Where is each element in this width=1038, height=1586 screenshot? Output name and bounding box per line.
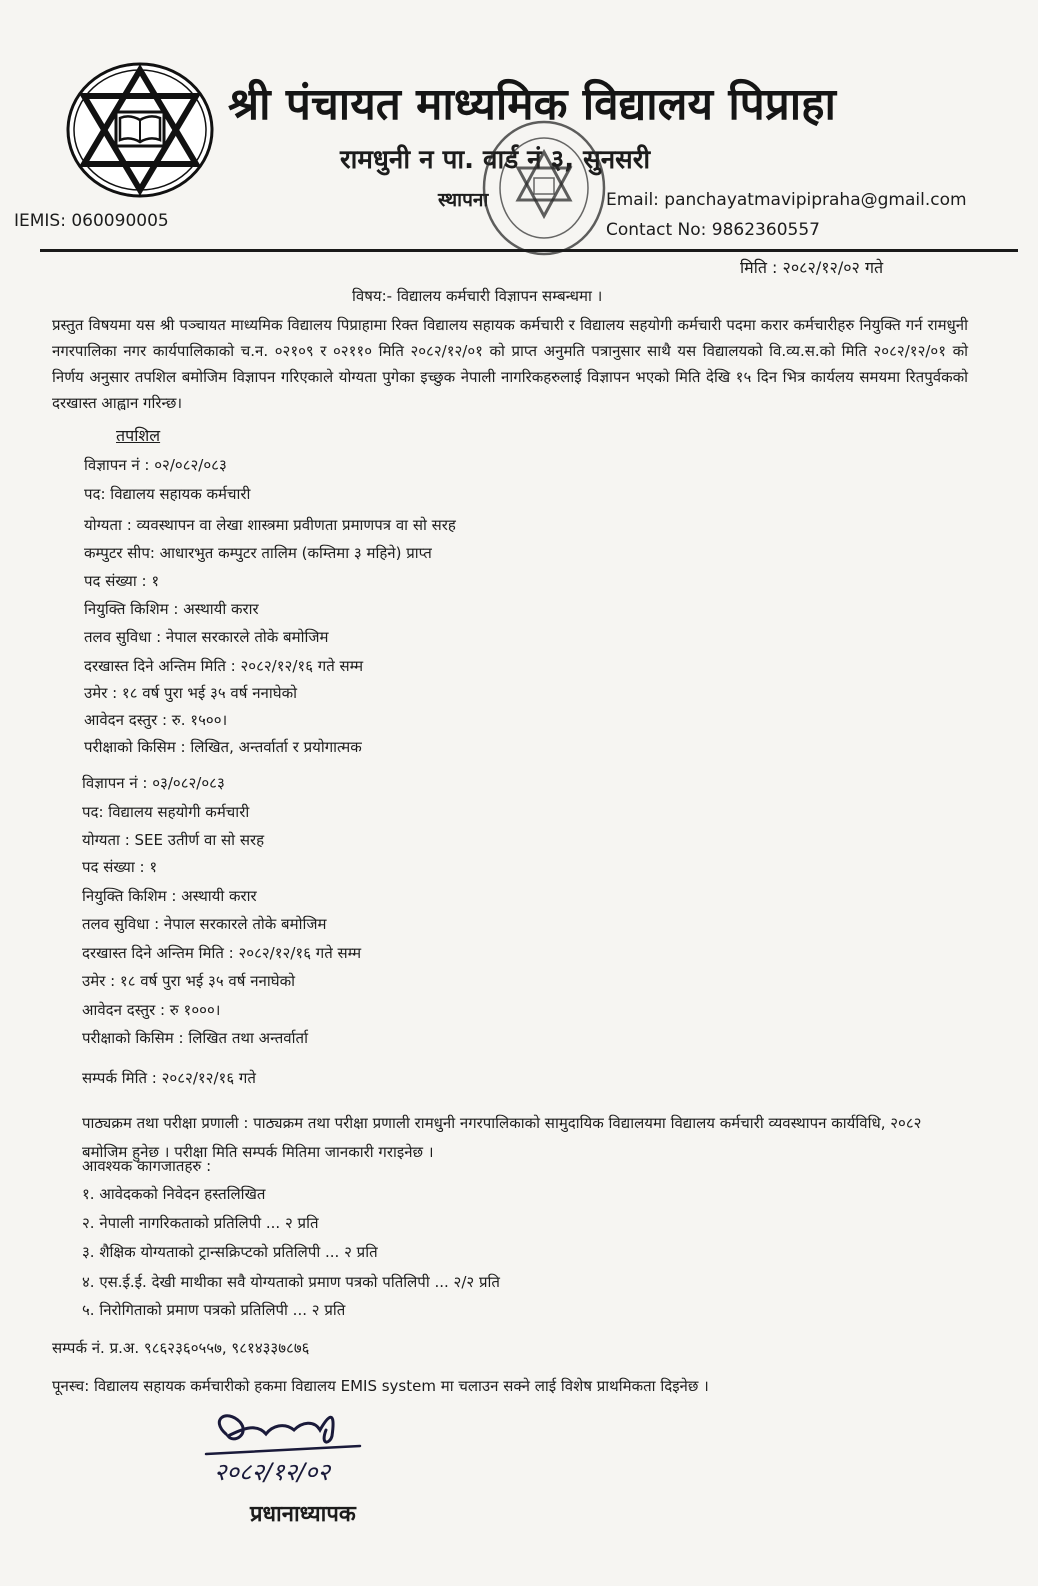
document-item: १. आवेदकको निवेदन हस्तलिखित <box>82 1185 266 1203</box>
ad-positions: पद संख्या : १ <box>84 572 160 590</box>
details-heading: तपशिल <box>116 426 161 445</box>
school-contact: Contact No: 9862360557 <box>606 220 820 240</box>
ad-fee: आवेदन दस्तुर : रु. १५००। <box>84 711 228 729</box>
ad-computer-skill: कम्पुटर सीप: आधारभुत कम्पुटर तालिम (कम्तिमा ३ महिने) प्राप्त <box>84 544 432 562</box>
ad-fee: आवेदन दस्तुर : रु १०००। <box>82 1001 221 1019</box>
postscript: पूनस्च: विद्यालय सहायक कर्मचारीको हकमा विद्यालय EMIS system मा चलाउन सक्ने लाई विशेष प्राथमिकता दिइनेछ । <box>52 1377 709 1395</box>
ad-number: विज्ञापन नं : ०३/०८२/०८३ <box>82 774 225 792</box>
document-item: ४. एस.ई.ई. देखी माथीका सवै योग्यताको प्रमाण पत्रको पतिलिपी ... २/२ प्रति <box>82 1273 500 1291</box>
ad-appointment-type: नियुक्ति किशिम : अस्थायी करार <box>82 887 257 905</box>
intro-paragraph: प्रस्तुत विषयमा यस श्री पञ्चायत माध्यमिक विद्यालय पिप्राहामा रिक्त विद्यालय सहायक कर्मचारी र विद्यालय सहयोगी कर्मचारी पदमा करार कर्मचारीहरु नियुक्ति गर्न रामधुनी नगरपालिका नगर कार्यपालिकाको च.न. ०२१०९ र ०२११० मिति २०८२/१२/०१ को प्राप्त अनुमति पत्रानुसार साथै यस विद्यालयको वि.व्य.स.को मिति २०८२/१२/०१ को निर्णय अनुसार तपशिल बमोजिम विज्ञापन गरिएकाले योग्यता पुगेका इच्छुक नेपाली नागरिकहरुलाई विज्ञापन भएको मिति देखि १५ दिन भित्र कार्यलय समयमा रितपुर्वकको दरखास्त आह्वान गरिन्छ। <box>52 316 968 412</box>
signature-date: २०८२/१२/०२ <box>214 1458 331 1486</box>
school-logo-icon <box>64 60 216 200</box>
emis-code: IEMIS: 060090005 <box>14 211 169 231</box>
ad-exam-type: परीक्षाको किसिम : लिखित तथा अन्तर्वार्ता <box>82 1029 308 1047</box>
documents-title: आवश्यक कागजातहरु : <box>82 1157 212 1175</box>
curriculum-label: पाठ्यक्रम तथा परीक्षा प्रणाली : <box>82 1114 254 1132</box>
ad-qualification: योग्यता : SEE उतीर्ण वा सो सरह <box>82 831 265 849</box>
header-divider <box>40 249 1018 252</box>
ad-age: उमेर : १८ वर्ष पुरा भई ३५ वर्ष ननाघेको <box>84 684 297 702</box>
letter-subject: विषय:- विद्यालय कर्मचारी विज्ञापन सम्बन्धमा । <box>352 287 603 305</box>
ad-exam-type: परीक्षाको किसिम : लिखित, अन्तर्वार्ता र प्रयोगात्मक <box>84 738 362 756</box>
principal-signature <box>200 1400 372 1492</box>
ad-deadline: दरखास्त दिने अन्तिम मिति : २०८२/१२/१६ गते सम्म <box>82 944 362 962</box>
contact-numbers: सम्पर्क नं. प्र.अ. ९८६२३६०५५७, ९८१४३३७८७६ <box>52 1339 310 1357</box>
letter-date: मिति : २०८२/१२/०२ गते <box>740 258 884 277</box>
document-item: ५. निरोगिताको प्रमाण पत्रको प्रतिलिपी ... २ प्रति <box>82 1301 346 1319</box>
ad-salary: तलव सुविधा : नेपाल सरकारले तोके बमोजिम <box>84 628 329 646</box>
contact-date: सम्पर्क मिति : २०८२/१२/१६ गते <box>82 1069 256 1087</box>
school-seal-icon <box>474 112 614 264</box>
ad-age: उमेर : १८ वर्ष पुरा भई ३५ वर्ष ननाघेको <box>82 972 295 990</box>
ad-number: विज्ञापन नं : ०२/०८२/०८३ <box>84 456 227 474</box>
ad-deadline: दरखास्त दिने अन्तिम मिति : २०८२/१२/१६ गते सम्म <box>84 657 364 675</box>
ad-post: पद: विद्यालय सहयोगी कर्मचारी <box>82 803 250 821</box>
curriculum-note <box>82 1109 966 1167</box>
ad-salary: तलव सुविधा : नेपाल सरकारले तोके बमोजिम <box>82 915 327 933</box>
ad-appointment-type: नियुक्ति किशिम : अस्थायी करार <box>84 600 259 618</box>
ad-qualification: योग्यता : व्यवस्थापन वा लेखा शास्त्रमा प्रवीणता प्रमाणपत्र वा सो सरह <box>84 516 456 534</box>
document-item: ३. शैक्षिक योग्यताको ट्रान्सक्रिप्टको प्रतिलिपी ... २ प्रति <box>82 1243 378 1261</box>
principal-title: प्रधानाध्यापक <box>250 1502 356 1527</box>
curriculum-text: पाठ्यक्रम तथा परीक्षा प्रणाली रामधुनी नगरपालिकाको सामुदायिक विद्यालयमा विद्यालय कर्मचारी व्यवस्थापन कार्यविधि, २०८२ बमोजिम हुनेछ । परीक्षा मिति सम्पर्क मितिमा जानकारी गराइनेछ । <box>82 1114 922 1161</box>
establishment-label: स्थापना <box>438 189 489 211</box>
school-email: Email: panchayatmavipipraha@gmail.com <box>606 190 967 210</box>
document-item: २. नेपाली नागरिकताको प्रतिलिपी ... २ प्रति <box>82 1214 319 1232</box>
ad-post: पद: विद्यालय सहायक कर्मचारी <box>84 485 251 503</box>
ad-positions: पद संख्या : १ <box>82 858 158 876</box>
school-name: श्री पंचायत माध्यमिक विद्यालय पिप्राहा <box>228 79 836 130</box>
school-address: रामधुनी न पा. वार्ड नं ३, सुनसरी <box>340 145 651 175</box>
